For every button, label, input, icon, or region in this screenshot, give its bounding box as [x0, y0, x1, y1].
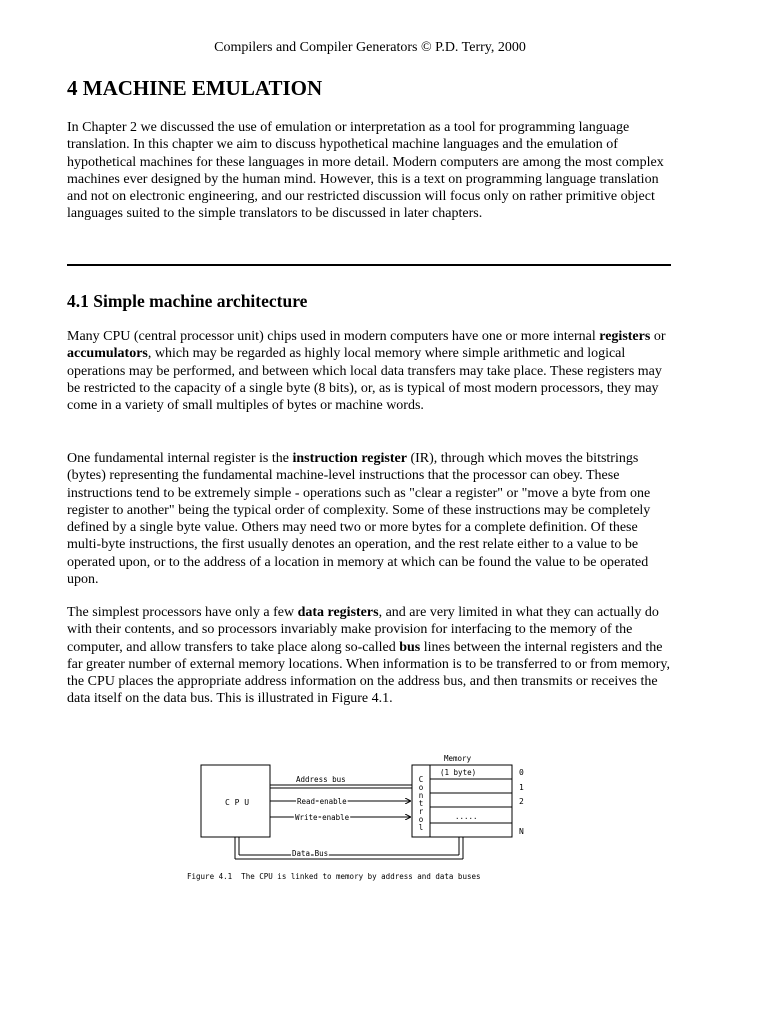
text-run: or [650, 329, 666, 344]
memory-ellipsis: ..... [455, 812, 478, 821]
text-run: lines between the internal registers and the far greater number of external memory locations. When information is to be transferred to or from memory, the CPU places the appropriate address information on the address bus, and then transmits or receives the data itself on the data bus. This is illustrated in Figure 4.1. [67, 639, 670, 707]
memory-label: Memory [444, 754, 472, 763]
horizontal-rule [67, 264, 671, 266]
read-enable-label: Read enable [297, 797, 347, 806]
text-run: , which may be regarded as highly local memory where simple arithmetic and logical operations may be performed, and between which local data transfers may take place. These registers may be restricted to the capacity of a single byte (8 bits), or, as is typical of most modern processors, they may come in a variety of small multiples of bytes or machine words. [67, 346, 662, 414]
control-letter: C [418, 775, 424, 784]
section-title: 4.1 Simple machine architecture [67, 291, 308, 311]
section-paragraph-data-registers [67, 604, 671, 708]
memory-address: N [519, 827, 524, 836]
text-run: (IR), through which moves the bitstrings (bytes) representing the fundamental machine-level instructions that the processor can obey. These instructions tend to be extremely simple - operations such as "clear a register" or "move a byte from one register to another" being the typical order of complexity. Some of these instructions may be completely defined by a single byte value. Others may need two or more bytes for a complete definition. Of these multi-byte instructions, the first usually denotes an operation, and the rest relate either to a value to be operated upon, or to the address of a location in memory at which can be found the value to be operated upon. [67, 451, 651, 588]
memory-address: 0 [519, 768, 524, 777]
text-run: The simplest processors have only a few [67, 605, 298, 620]
figure-cpu-memory [182, 738, 542, 888]
memory-address: 2 [519, 797, 524, 806]
control-letter: t [418, 799, 424, 808]
term-accumulators: accumulators [67, 346, 148, 362]
term-registers: registers [599, 329, 651, 344]
text-run: One fundamental internal register is the [67, 451, 293, 466]
memory-cell [430, 793, 512, 807]
figure-diagram [182, 738, 542, 888]
address-bus-label: Address bus [296, 775, 346, 784]
memory-cell [430, 779, 512, 793]
term-instruction-register: instruction register [292, 451, 407, 466]
section-paragraph-registers [67, 328, 671, 414]
chapter-intro-paragraph: In Chapter 2 we discussed the use of emulation or interpretation as a tool for programming language translation. In this chapter we aim to discuss hypothetical machine languages and the emulation of hypothetical machines for these languages in more detail. Modern computers are among the most complex machines ever designed by the human mind. However, this is a text on programming language translation and not on electronic engineering, and our restricted discussion will focus only on rather primitive object languages suited to the simple translators to be discussed in later chapters. [67, 120, 664, 222]
cpu-label: C P U [224, 798, 250, 807]
memory-cell-size: (1 byte) [440, 768, 477, 777]
memory-cell [430, 823, 512, 837]
section-paragraph-instruction-register [67, 450, 671, 588]
write-enable-label: Write enable [295, 813, 350, 822]
running-header: Compilers and Compiler Generators © P.D. Terry, 2000 [214, 40, 526, 55]
chapter-title: 4 MACHINE EMULATION [67, 76, 323, 100]
figure-caption: Figure 4.1 The CPU is linked to memory by address and data buses [187, 872, 481, 881]
text-run: Many CPU (central processor unit) chips used in modern computers have one or more internal [67, 329, 600, 344]
memory-address: 1 [519, 783, 524, 792]
text-run: , and are very limited in what they can actually do with their contents, and so processors invariably make provision for interfacing to the memory of the computer, and allow transfers to take place along so-called [67, 605, 659, 655]
control-letter: o [418, 783, 424, 792]
control-letter: o [418, 815, 424, 824]
term-bus: bus [399, 639, 421, 655]
control-letter: r [418, 807, 424, 816]
term-data-registers: data registers [297, 605, 379, 620]
control-letter: l [418, 823, 424, 832]
control-letter: n [418, 791, 424, 800]
data-bus-label: Data Bus [292, 849, 329, 858]
